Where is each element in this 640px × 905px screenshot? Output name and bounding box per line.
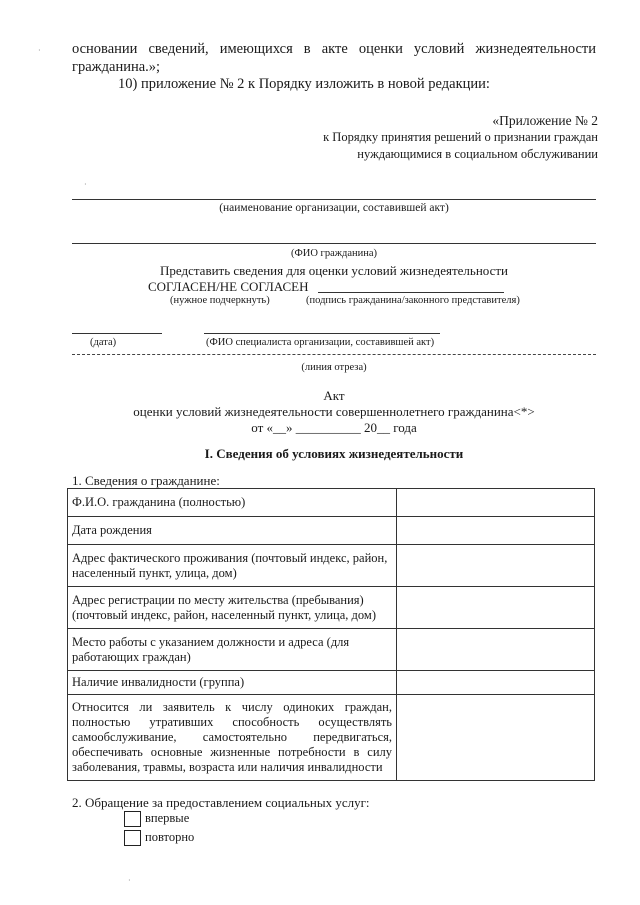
citizen-info-table	[67, 488, 595, 781]
intro-line-2: гражданина.»;	[72, 59, 161, 75]
row-label-lonely-citizen: Относится ли заявитель к числу одиноких граждан, полностью утративших способность осуществлять самообслуживание, самостоятельно передвигаться, обеспечивать основные жизненные потребности в силу заболевания, травмы, возраста или наличия инвалидности	[68, 695, 397, 781]
row-value-workplace[interactable]	[397, 629, 595, 671]
act-subtitle: оценки условий жизнедеятельности совершеннолетнего гражданина<*>	[133, 404, 535, 419]
consent-text: Представить сведения для оценки условий жизнедеятельности	[159, 263, 509, 278]
specialist-line[interactable]	[204, 333, 440, 334]
appendix-line-3: нуждающимися в социальном обслуживании	[357, 147, 598, 161]
appendix-line-2: к Порядку принятия решений о признании граждан	[323, 130, 598, 144]
row-value-fio[interactable]	[397, 489, 595, 517]
org-caption: (наименование организации, составившей акт)	[219, 202, 449, 214]
table-row	[68, 489, 595, 517]
row-label-birthdate: Дата рождения	[68, 517, 397, 545]
signature-caption: (подпись гражданина/законного представителя)	[306, 295, 520, 306]
intro-line-1: основании сведений, имеющихся в акте оценки условий жизнедеятельности	[72, 41, 596, 57]
scan-mark: ·	[84, 180, 87, 189]
row-value-registration-address[interactable]	[397, 587, 595, 629]
table-row	[68, 587, 595, 629]
table-row	[68, 517, 595, 545]
repeat-checkbox[interactable]	[124, 830, 141, 846]
section-1-subtitle: 1. Сведения о гражданине:	[72, 473, 220, 488]
date-line[interactable]	[72, 333, 162, 334]
consent-choice[interactable]: СОГЛАСЕН/НЕ СОГЛАСЕН	[148, 279, 309, 294]
repeat-label: повторно	[145, 830, 195, 844]
row-value-actual-address[interactable]	[397, 545, 595, 587]
row-label-fio: Ф.И.О. гражданина (полностью)	[68, 489, 397, 517]
row-value-birthdate[interactable]	[397, 517, 595, 545]
citizen-fio-line[interactable]	[72, 243, 596, 244]
specialist-caption: (ФИО специалиста организации, составившей акт)	[206, 337, 435, 348]
date-caption: (дата)	[90, 337, 117, 348]
row-value-disability[interactable]	[397, 671, 595, 695]
fio-caption: (ФИО гражданина)	[290, 248, 378, 259]
table-row	[68, 671, 595, 695]
row-value-lonely-citizen[interactable]	[397, 695, 595, 781]
section-1-title: I. Сведения об условиях жизнедеятельности	[204, 446, 464, 461]
cut-caption: (линия отреза)	[301, 362, 367, 373]
signature-line[interactable]	[318, 292, 504, 293]
table-row	[68, 695, 595, 781]
appendix-line-1: «Приложение № 2	[492, 113, 598, 128]
item-10: 10) приложение № 2 к Порядку изложить в новой редакции:	[118, 76, 490, 92]
first-time-label: впервые	[145, 811, 190, 825]
section-2-title: 2. Обращение за предоставлением социальных услуг:	[72, 795, 370, 810]
cut-line	[72, 354, 596, 355]
first-time-checkbox[interactable]	[124, 811, 141, 827]
act-date-line[interactable]: от «__» __________ 20__ года	[251, 420, 417, 435]
row-label-workplace: Место работы с указанием должности и адреса (для работающих граждан)	[68, 629, 397, 671]
row-label-registration-address: Адрес регистрации по месту жительства (пребывания) (почтовый индекс, район, населенный пункт, улица, дом)	[68, 587, 397, 629]
underline-caption: (нужное подчеркнуть)	[170, 295, 270, 306]
scan-mark: ·	[128, 876, 131, 885]
org-name-line[interactable]	[72, 199, 596, 200]
table-row	[68, 545, 595, 587]
scan-mark: ·	[38, 46, 41, 55]
act-title: Акт	[323, 388, 345, 403]
row-label-disability: Наличие инвалидности (группа)	[68, 671, 397, 695]
appendix-header	[323, 112, 598, 163]
row-label-actual-address: Адрес фактического проживания (почтовый индекс, район, населенный пункт, улица, дом)	[68, 545, 397, 587]
table-row	[68, 629, 595, 671]
